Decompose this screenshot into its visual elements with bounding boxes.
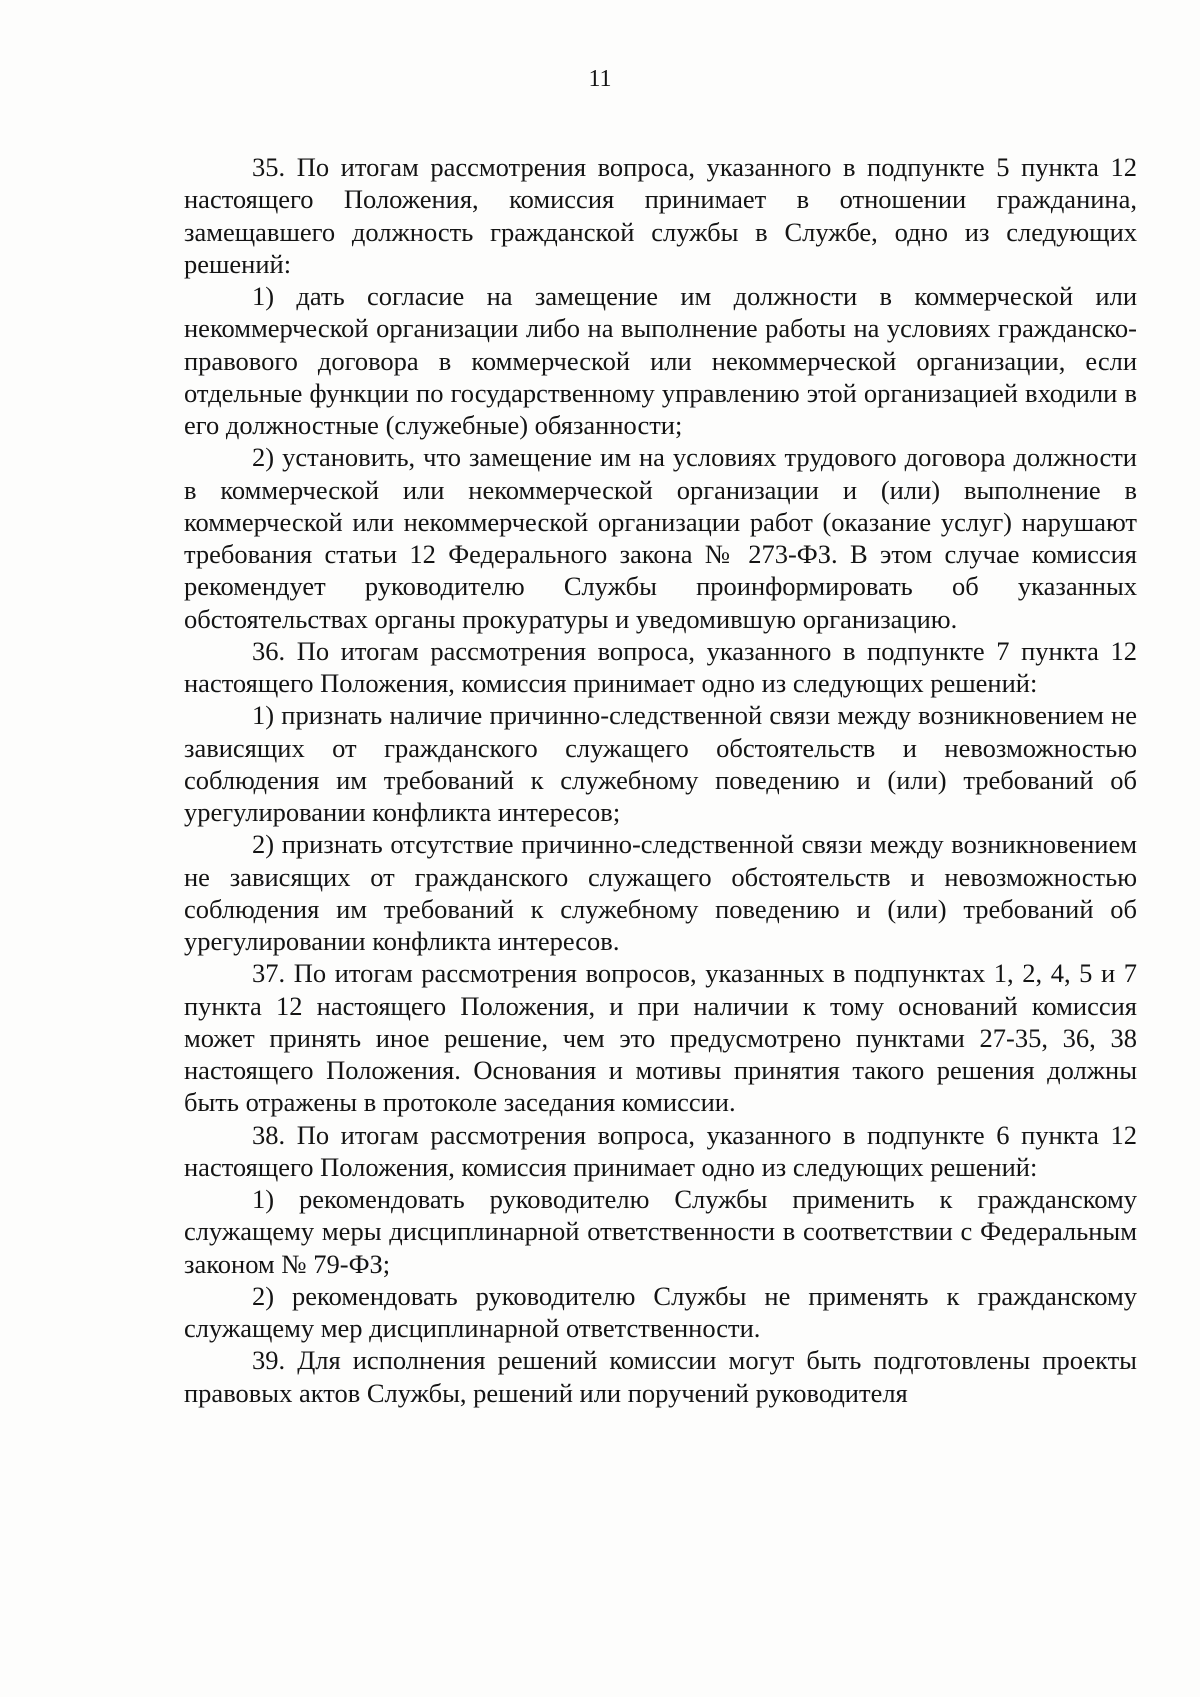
paragraph-36-item-2: 2) признать отсутствие причинно-следственной связи между возникновением не зависящих от гражданского служащего обстоятельств и невозможностью соблюдения им требований к служебному поведению и (или) требований об урегулировании конфликта интересов. [184, 829, 1137, 956]
paragraph-35-item-1: 1) дать согласие на замещение им должности в коммерческой или некоммерческой организации либо на выполнение работы на условиях гражданско-правового договора в коммерческой или некоммерческой организации, если отдельные функции по государственному управлению этой организацией входили в его должностные (служебные) обязанности; [184, 281, 1137, 440]
paragraph-38-item-2: 2) рекомендовать руководителю Службы не применять к гражданскому служащему мер дисциплинарной ответственности. [184, 1280, 1137, 1343]
page-number: 11 [588, 66, 612, 92]
document-body [184, 151, 1137, 1409]
paragraph-35-item-2: 2) установить, что замещение им на условиях трудового договора должности в коммерческой или некоммерческой организации и (или) выполнение в коммерческой или некоммерческой организации работ (оказание услуг) нарушают требования статьи 12 Федерального закона № 273-ФЗ. В этом случае комиссия рекомендует руководителю Службы проинформировать об указанных обстоятельствах органы прокуратуры и уведомившую организацию. [184, 442, 1137, 634]
paragraph-36: 36. По итогам рассмотрения вопроса, указанного в подпункте 7 пункта 12 настоящего Положения, комиссия принимает одно из следующих решений: [184, 635, 1137, 698]
paragraph-38-item-1: 1) рекомендовать руководителю Службы применить к гражданскому служащему меры дисциплинарной ответственности в соответствии с Федеральным законом № 79-ФЗ; [184, 1184, 1137, 1279]
paragraph-35: 35. По итогам рассмотрения вопроса, указанного в подпункте 5 пункта 12 настоящего Положения, комиссия принимает в отношении гражданина, замещавшего должность гражданской службы в Службе, одно из следующих решений: [184, 152, 1137, 279]
paragraph-37: 37. По итогам рассмотрения вопросов, указанных в подпунктах 1, 2, 4, 5 и 7 пункта 12 настоящего Положения, и при наличии к тому оснований комиссия может принять иное решение, чем это предусмотрено пунктами 27-35, 36, 38 настоящего Положения. Основания и мотивы принятия такого решения должны быть отражены в протоколе заседания комиссии. [184, 958, 1137, 1118]
paragraph-38: 38. По итогам рассмотрения вопроса, указанного в подпункте 6 пункта 12 настоящего Положения, комиссия принимает одно из следующих решений: [184, 1119, 1137, 1182]
paragraph-39: 39. Для исполнения решений комиссии могут быть подготовлены проекты правовых актов Службы, решений или поручений руководителя [184, 1345, 1137, 1408]
paragraph-36-item-1: 1) признать наличие причинно-следственной связи между возникновением не зависящих от гражданского служащего обстоятельств и невозможностью соблюдения им требований к служебному поведению и (или) требований об урегулировании конфликта интересов; [184, 700, 1137, 827]
